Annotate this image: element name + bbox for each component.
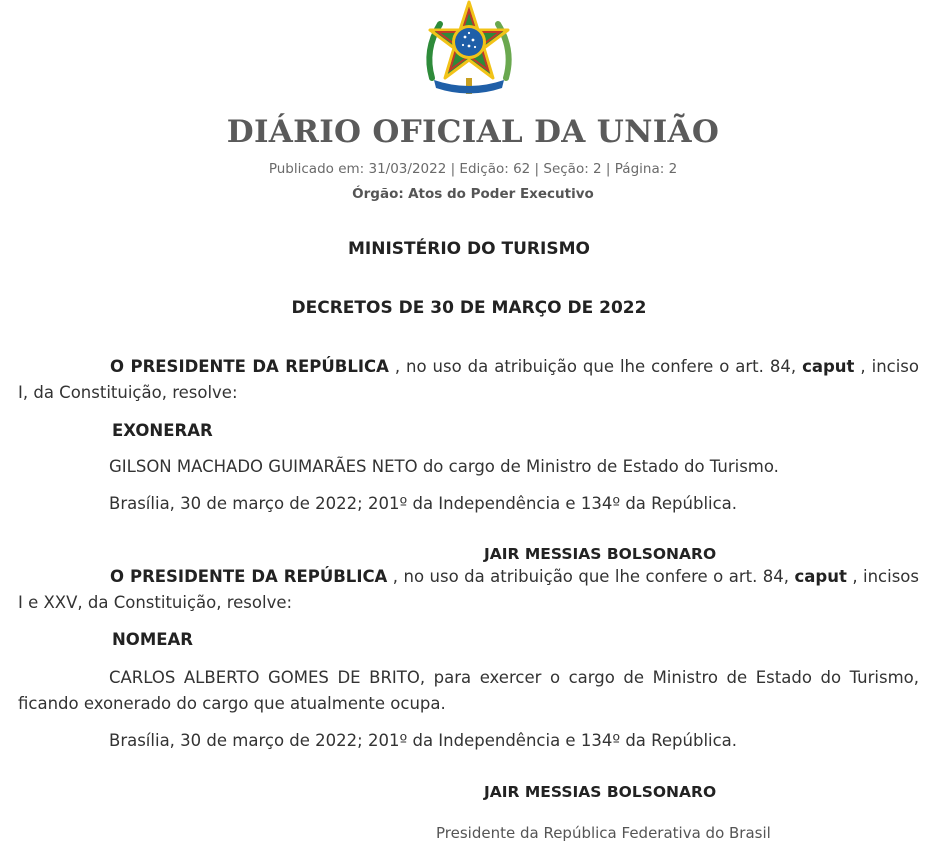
decree-2-signatory: JAIR MESSIAS BOLSONARO	[484, 783, 717, 801]
publication-info: Publicado em: 31/03/2022 | Edição: 62 | Seção: 2 | Página: 2	[268, 161, 678, 177]
decree-2-opening-text-2: , incisos I e XXV, da Constituição, resolve:	[18, 567, 920, 612]
decree-1-opening-text-2: , inciso I, da Constituição, resolve:	[18, 357, 919, 402]
decree-2-place-date: Brasília, 30 de março de 2022; 201º da Independência e 134º da República.	[109, 731, 738, 750]
organ-label: Órgão:	[352, 186, 404, 202]
decree-1-body: GILSON MACHADO GUIMARÃES NETO do cargo de Ministro de Estado do Turismo.	[109, 457, 779, 476]
decree-1-subject: O PRESIDENTE DA REPÚBLICA	[110, 357, 389, 376]
ministry-heading: MINISTÉRIO DO TURISMO	[348, 239, 590, 259]
decree-1-signatory: JAIR MESSIAS BOLSONARO	[484, 545, 717, 563]
decree-1-opening-text-1: , no uso da atribuição que lhe confere o art. 84,	[388, 357, 803, 376]
signatory-title: Presidente da República Federativa do Brasil	[436, 824, 771, 842]
decree-1-act: EXONERAR	[112, 421, 213, 440]
organ-value: Atos do Poder Executivo	[408, 186, 594, 202]
decree-1-opening	[18, 354, 919, 406]
decree-2-subject: O PRESIDENTE DA REPÚBLICA	[110, 567, 388, 586]
dou-title: DIÁRIO OFICIAL DA UNIÃO	[226, 114, 720, 150]
organ-line	[0, 186, 946, 202]
decree-1-place-date: Brasília, 30 de março de 2022; 201º da Independência e 134º da República.	[109, 494, 738, 513]
coat-of-arms-emblem	[418, 0, 520, 96]
decree-1-caput: caput	[802, 357, 855, 376]
decree-2-body: CARLOS ALBERTO GOMES DE BRITO, para exercer o cargo de Ministro de Estado do Turismo, ficando exonerado do cargo que atualmente ocupa.	[18, 668, 919, 713]
decree-2-opening	[18, 564, 919, 616]
decree-2-act: NOMEAR	[112, 630, 194, 649]
decree-2-opening-text-1: , no uso da atribuição que lhe confere o art. 84,	[387, 567, 795, 586]
decree-heading: DECRETOS DE 30 DE MARÇO DE 2022	[291, 298, 647, 318]
decree-2-caput: caput	[794, 567, 847, 586]
